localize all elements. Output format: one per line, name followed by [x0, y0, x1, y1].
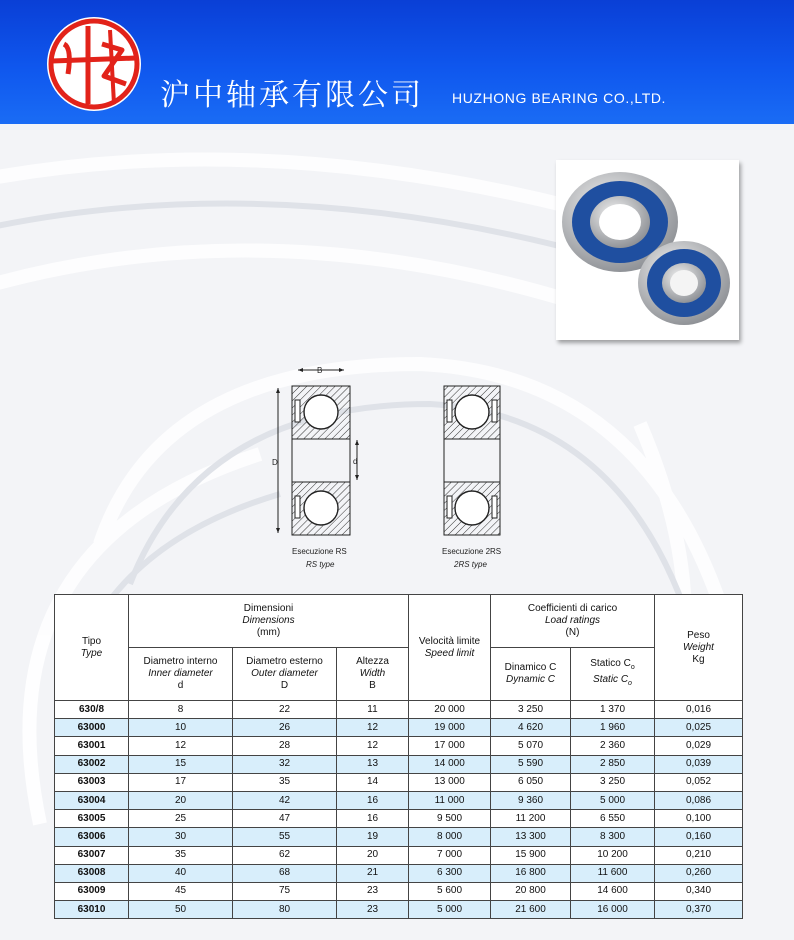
- cell-speed-limit: 5 600: [409, 882, 491, 900]
- table-row: [55, 701, 743, 719]
- bearing-spec-table: [54, 594, 743, 919]
- cell-weight: 0,210: [655, 846, 743, 864]
- rs-caption: Esecuzione RS: [292, 547, 347, 556]
- cell-tipo: 630/8: [55, 701, 129, 719]
- cell-speed-limit: 17 000: [409, 737, 491, 755]
- cell-inner-diameter: 17: [129, 773, 233, 791]
- cell-static-load: 1 370: [571, 701, 655, 719]
- rs-caption-en: RS type: [306, 560, 335, 569]
- cell-dynamic-load: 6 050: [491, 773, 571, 791]
- cell-tipo: 63003: [55, 773, 129, 791]
- cell-speed-limit: 14 000: [409, 755, 491, 773]
- 2rs-caption: Esecuzione 2RS: [442, 547, 502, 556]
- cell-dynamic-load: 13 300: [491, 828, 571, 846]
- cell-weight: 0,260: [655, 864, 743, 882]
- cell-outer-diameter: 22: [233, 701, 337, 719]
- company-name-en: HUZHONG BEARING CO.,LTD.: [452, 90, 667, 106]
- cell-static-load: 14 600: [571, 882, 655, 900]
- col-header-static: Statico $C_o$ Static $C_o$: [571, 648, 655, 701]
- cell-width: 23: [337, 882, 409, 900]
- cell-width: 20: [337, 846, 409, 864]
- bearing-spec-table-wrap: [54, 594, 742, 919]
- table-row: [55, 719, 743, 737]
- cell-speed-limit: 11 000: [409, 791, 491, 809]
- col-header-dynamic: Dinamico C Dynamic C: [491, 648, 571, 701]
- cell-weight: 0,052: [655, 773, 743, 791]
- cell-static-load: 5 000: [571, 791, 655, 809]
- cell-tipo: 63000: [55, 719, 129, 737]
- cell-weight: 0,086: [655, 791, 743, 809]
- table-row: [55, 755, 743, 773]
- cell-static-load: 1 960: [571, 719, 655, 737]
- cell-dynamic-load: 15 900: [491, 846, 571, 864]
- table-row: [55, 810, 743, 828]
- cell-speed-limit: 6 300: [409, 864, 491, 882]
- rs-section: [272, 366, 359, 569]
- table-row: [55, 773, 743, 791]
- cell-dynamic-load: 16 800: [491, 864, 571, 882]
- cell-weight: 0,160: [655, 828, 743, 846]
- cell-static-load: 10 200: [571, 846, 655, 864]
- cell-dynamic-load: 4 620: [491, 719, 571, 737]
- cell-dynamic-load: 9 360: [491, 791, 571, 809]
- dimension-label-b: B: [317, 366, 323, 375]
- cell-dynamic-load: 5 070: [491, 737, 571, 755]
- table-body: [55, 701, 743, 919]
- cell-outer-diameter: 42: [233, 791, 337, 809]
- cell-weight: 0,029: [655, 737, 743, 755]
- cell-tipo: 63001: [55, 737, 129, 755]
- cell-weight: 0,016: [655, 701, 743, 719]
- cell-static-load: 3 250: [571, 773, 655, 791]
- cell-speed-limit: 9 500: [409, 810, 491, 828]
- cell-width: 21: [337, 864, 409, 882]
- cell-tipo: 63007: [55, 846, 129, 864]
- cell-outer-diameter: 75: [233, 882, 337, 900]
- cell-speed-limit: 5 000: [409, 901, 491, 919]
- cell-tipo: 63002: [55, 755, 129, 773]
- cell-width: 12: [337, 719, 409, 737]
- dimension-label-d-inner: d: [353, 457, 358, 466]
- 2rs-caption-en: 2RS type: [454, 560, 487, 569]
- cell-outer-diameter: 80: [233, 901, 337, 919]
- cell-tipo: 63008: [55, 864, 129, 882]
- col-header-weight: Peso Weight Kg: [655, 595, 743, 701]
- cell-speed-limit: 13 000: [409, 773, 491, 791]
- cell-weight: 0,100: [655, 810, 743, 828]
- col-header-outer: Diametro esterno Outer diameter D: [233, 648, 337, 701]
- cell-dynamic-load: 3 250: [491, 701, 571, 719]
- cell-outer-diameter: 32: [233, 755, 337, 773]
- table-row: [55, 791, 743, 809]
- table-row: [55, 828, 743, 846]
- cell-static-load: 2 850: [571, 755, 655, 773]
- 2rs-section: [442, 386, 501, 569]
- cell-weight: 0,025: [655, 719, 743, 737]
- dimension-label-d-outer: D: [272, 458, 278, 467]
- cell-inner-diameter: 30: [129, 828, 233, 846]
- col-header-load: Coefficienti di carico Load ratings (N): [491, 595, 655, 648]
- cell-outer-diameter: 28: [233, 737, 337, 755]
- page-header: [0, 0, 794, 124]
- cell-inner-diameter: 25: [129, 810, 233, 828]
- cell-static-load: 16 000: [571, 901, 655, 919]
- cell-static-load: 8 300: [571, 828, 655, 846]
- cell-speed-limit: 20 000: [409, 701, 491, 719]
- huzhong-logo-icon: [44, 14, 144, 114]
- cell-width: 16: [337, 810, 409, 828]
- cell-inner-diameter: 45: [129, 882, 233, 900]
- cell-inner-diameter: 20: [129, 791, 233, 809]
- table-row: [55, 846, 743, 864]
- cell-outer-diameter: 55: [233, 828, 337, 846]
- cell-static-load: 2 360: [571, 737, 655, 755]
- cell-width: 23: [337, 901, 409, 919]
- col-header-dimensioni: Dimensioni Dimensions (mm): [129, 595, 409, 648]
- cell-inner-diameter: 50: [129, 901, 233, 919]
- table-row: [55, 737, 743, 755]
- cell-weight: 0,340: [655, 882, 743, 900]
- table-row: [55, 901, 743, 919]
- cell-tipo: 63010: [55, 901, 129, 919]
- cell-weight: 0,370: [655, 901, 743, 919]
- cell-width: 11: [337, 701, 409, 719]
- table-row: [55, 864, 743, 882]
- col-header-width: Altezza Width B: [337, 648, 409, 701]
- cell-outer-diameter: 35: [233, 773, 337, 791]
- cell-speed-limit: 7 000: [409, 846, 491, 864]
- cell-dynamic-load: 21 600: [491, 901, 571, 919]
- cell-tipo: 63005: [55, 810, 129, 828]
- bearing-photo: [556, 160, 739, 340]
- cell-tipo: 63009: [55, 882, 129, 900]
- cell-width: 14: [337, 773, 409, 791]
- cell-static-load: 11 600: [571, 864, 655, 882]
- cell-width: 12: [337, 737, 409, 755]
- cell-tipo: 63006: [55, 828, 129, 846]
- cell-weight: 0,039: [655, 755, 743, 773]
- cell-dynamic-load: 5 590: [491, 755, 571, 773]
- cell-inner-diameter: 10: [129, 719, 233, 737]
- cell-outer-diameter: 47: [233, 810, 337, 828]
- company-name-cn: 沪中轴承有限公司: [160, 78, 424, 113]
- cell-speed-limit: 19 000: [409, 719, 491, 737]
- cell-width: 16: [337, 791, 409, 809]
- bearing-section-drawing: [262, 360, 522, 575]
- cell-dynamic-load: 11 200: [491, 810, 571, 828]
- cell-width: 19: [337, 828, 409, 846]
- cell-outer-diameter: 26: [233, 719, 337, 737]
- col-header-tipo: Tipo Type: [55, 595, 129, 701]
- col-header-speed: Velocità limite Speed limit: [409, 595, 491, 701]
- cell-inner-diameter: 40: [129, 864, 233, 882]
- cell-dynamic-load: 20 800: [491, 882, 571, 900]
- cell-outer-diameter: 68: [233, 864, 337, 882]
- cell-inner-diameter: 12: [129, 737, 233, 755]
- cell-inner-diameter: 15: [129, 755, 233, 773]
- cell-speed-limit: 8 000: [409, 828, 491, 846]
- cell-outer-diameter: 62: [233, 846, 337, 864]
- cell-width: 13: [337, 755, 409, 773]
- cell-static-load: 6 550: [571, 810, 655, 828]
- cell-inner-diameter: 35: [129, 846, 233, 864]
- cell-inner-diameter: 8: [129, 701, 233, 719]
- table-row: [55, 882, 743, 900]
- cell-tipo: 63004: [55, 791, 129, 809]
- col-header-inner: Diametro interno Inner diameter d: [129, 648, 233, 701]
